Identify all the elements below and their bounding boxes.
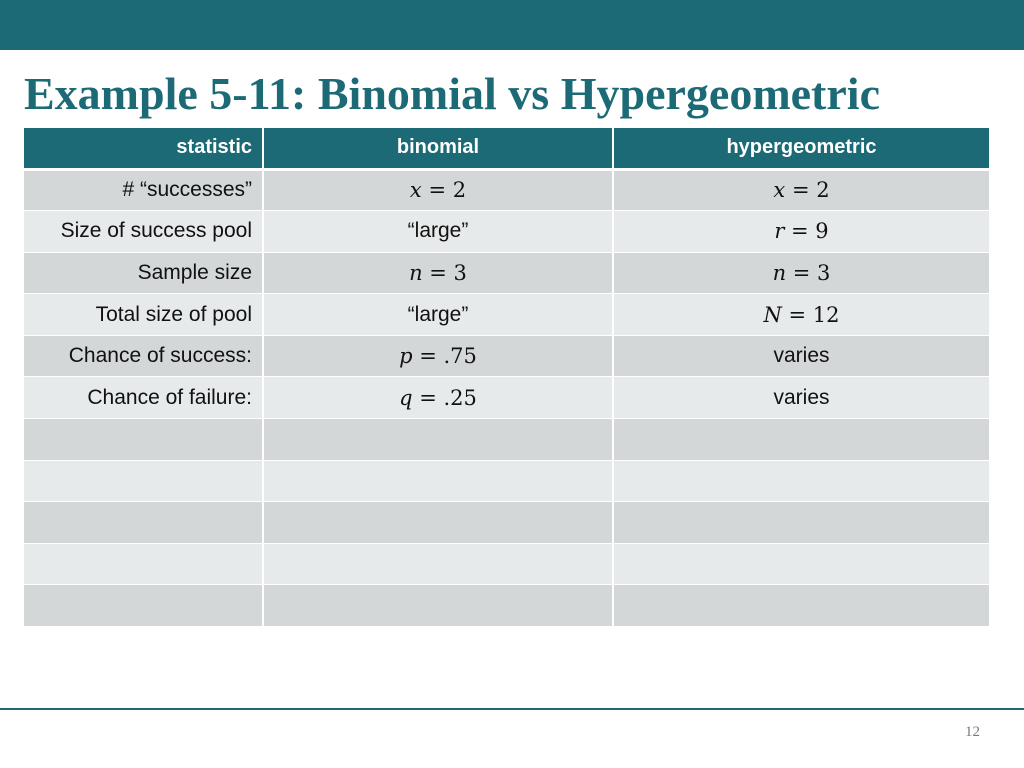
binomial-cell <box>263 543 613 585</box>
hypergeometric-cell: 𝑥 = 2 <box>613 169 989 211</box>
binomial-cell <box>263 585 613 627</box>
footer-divider <box>0 708 1024 710</box>
binomial-cell <box>263 460 613 502</box>
hypergeometric-cell <box>613 460 989 502</box>
hypergeometric-cell: 𝑟 = 9 <box>613 211 989 253</box>
table-row <box>24 585 989 627</box>
binomial-cell: “large” <box>263 211 613 253</box>
table-header-row <box>24 128 989 169</box>
comparison-table <box>24 128 989 627</box>
table-row <box>24 335 989 377</box>
header-statistic: statistic <box>24 128 263 169</box>
hypergeometric-cell: varies <box>613 335 989 377</box>
table-row <box>24 502 989 544</box>
table-row <box>24 419 989 461</box>
table-row <box>24 377 989 419</box>
binomial-cell: 𝑞 = .25 <box>263 377 613 419</box>
table-row <box>24 169 989 211</box>
statistic-cell: Chance of success: <box>24 335 263 377</box>
hypergeometric-cell: 𝑁 = 12 <box>613 294 989 336</box>
statistic-cell <box>24 585 263 627</box>
hypergeometric-cell <box>613 543 989 585</box>
statistic-cell: Total size of pool <box>24 294 263 336</box>
statistic-cell <box>24 419 263 461</box>
table-row <box>24 543 989 585</box>
header-bar <box>0 0 1024 50</box>
statistic-cell <box>24 502 263 544</box>
statistic-cell: Chance of failure: <box>24 377 263 419</box>
binomial-cell: “large” <box>263 294 613 336</box>
hypergeometric-cell: varies <box>613 377 989 419</box>
slide-title: Example 5-11: Binomial vs Hypergeometric <box>24 68 880 119</box>
binomial-cell: 𝑥 = 2 <box>263 169 613 211</box>
statistic-cell: # “successes” <box>24 169 263 211</box>
header-hypergeometric: hypergeometric <box>613 128 989 169</box>
table-row <box>24 460 989 502</box>
hypergeometric-cell <box>613 419 989 461</box>
hypergeometric-cell: 𝑛 = 3 <box>613 252 989 294</box>
header-binomial: binomial <box>263 128 613 169</box>
binomial-cell: 𝑛 = 3 <box>263 252 613 294</box>
statistic-cell: Size of success pool <box>24 211 263 253</box>
statistic-cell <box>24 460 263 502</box>
binomial-cell: 𝑝 = .75 <box>263 335 613 377</box>
page-number: 12 <box>965 724 980 740</box>
statistic-cell: Sample size <box>24 252 263 294</box>
binomial-cell <box>263 419 613 461</box>
table-row <box>24 252 989 294</box>
statistic-cell <box>24 543 263 585</box>
hypergeometric-cell <box>613 502 989 544</box>
table-row <box>24 211 989 253</box>
hypergeometric-cell <box>613 585 989 627</box>
table-row <box>24 294 989 336</box>
binomial-cell <box>263 502 613 544</box>
